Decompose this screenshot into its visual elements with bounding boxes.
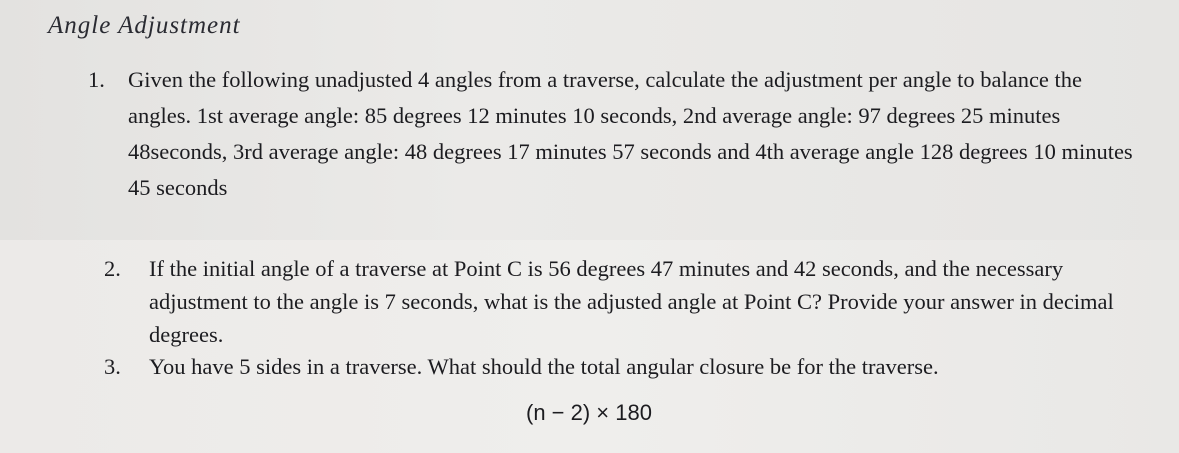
question-2 [104,252,1144,351]
question-text: If the initial angle of a traverse at Point C is 56 degrees 47 minutes and 42 seconds, and the necessary adjustment to the angle is 7 seconds, what is the adjusted angle at Point C? Provide your answer in decimal degrees. [149,256,1114,347]
question-1 [88,62,1148,206]
question-3 [104,350,1144,383]
question-number: 2. [104,256,121,281]
question-number: 1. [88,67,105,92]
page-title: Angle Adjustment [48,12,241,39]
question-number: 3. [104,354,121,379]
question-text: You have 5 sides in a traverse. What should the total angular closure be for the traverse. [149,354,939,379]
formula: (n − 2) × 180 [526,400,652,425]
question-text: Given the following unadjusted 4 angles from a traverse, calculate the adjustment per angle to balance the angles. 1st average angle: 85 degrees 12 minutes 10 seconds, 2nd average angle: 97 degrees 25 minutes 48seconds, 3rd average angle: 48 degrees 17 minutes 57 seconds and 4th average angle 128 degrees 10 minutes 45 seconds [128,67,1133,200]
